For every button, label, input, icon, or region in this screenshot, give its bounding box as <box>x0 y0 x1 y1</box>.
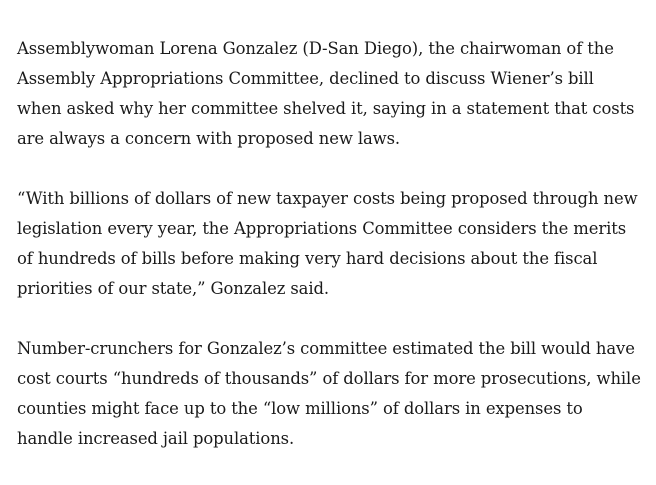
paragraph-cost-estimate: Number-crunchers for Gonzalez’s committee estimated the bill would have cost courts “hundreds of thousands” of dollars for more prosecutions, while counties might face up to the “low millions” of dollars in expenses to handle increased jail populations. <box>17 339 641 448</box>
paragraph-gonzalez-quote: “With billions of dollars of new taxpayer costs being proposed through new legislation every year, the Appropriations Committee considers the merits of hundreds of bills before making very hard decisions about the fiscal priorities of our state,” Gonzalez said. <box>17 189 638 298</box>
paragraph-gonzalez-statement: Assemblywoman Lorena Gonzalez (D-San Diego), the chairwoman of the Assembly Appropriations Committee, declined to discuss Wiener’s bill when asked why her committee shelved it, saying in a statement that costs are always a concern with proposed new laws. <box>17 39 635 148</box>
article-body <box>17 34 642 454</box>
